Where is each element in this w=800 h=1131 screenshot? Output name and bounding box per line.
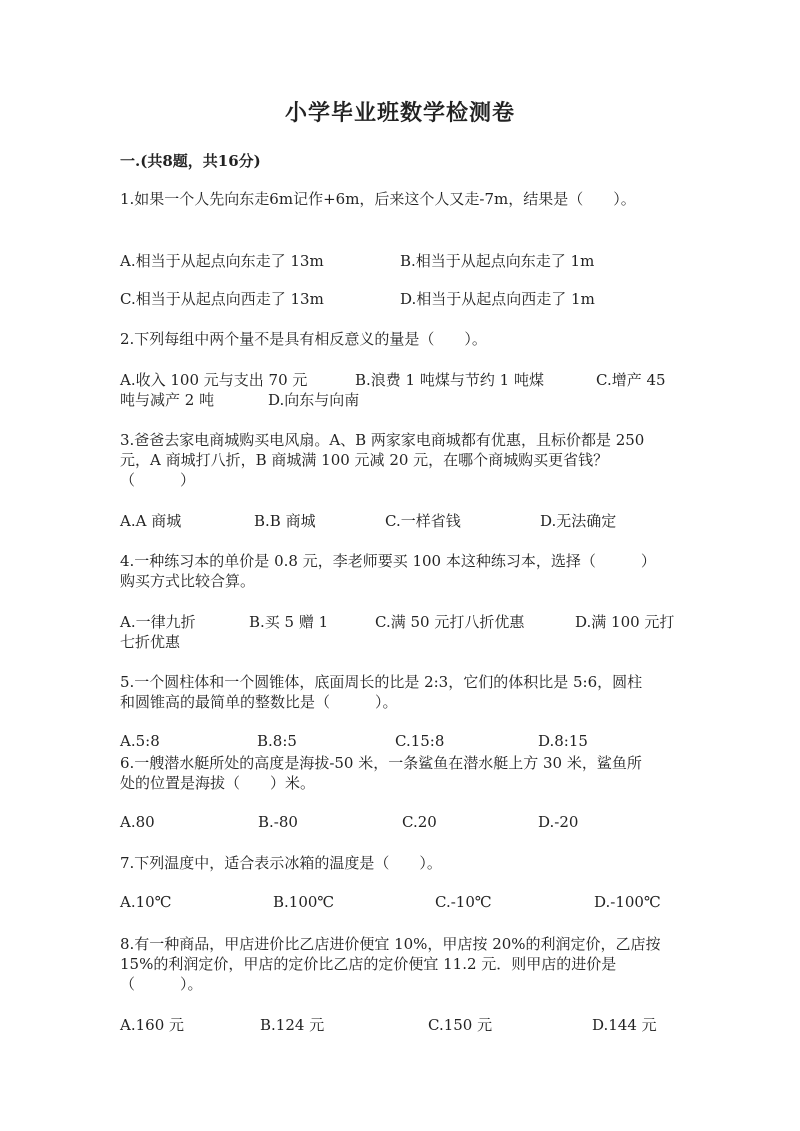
page-title: 小学毕业班数学检测卷 <box>284 100 515 126</box>
question-5-text-line-1: 5.一个圆柱体和一个圆锥体，底面周长的比是 2:3，它们的体积比是 5:6，圆柱 <box>120 673 643 691</box>
question-2-option-b[interactable]: B.浪费 1 吨煤与节约 1 吨煤 <box>355 371 544 389</box>
question-5-option-c[interactable]: C.15:8 <box>395 732 445 750</box>
question-4-option-d-continued: 七折优惠 <box>120 633 181 651</box>
question-3-option-a[interactable]: A.A 商城 <box>120 512 182 530</box>
question-7-option-a[interactable]: A.10℃ <box>120 893 172 911</box>
question-1-text: 1.如果一个人先向东走6m记作+6m，后来这个人又走-7m，结果是（ ）。 <box>120 190 636 208</box>
question-3-option-c[interactable]: C.一样省钱 <box>385 512 461 530</box>
question-8-text-line-2: 15%的利润定价，甲店的定价比乙店的定价便宜 11.2 元．则甲店的进价是 <box>120 955 617 973</box>
question-2-option-a[interactable]: A.收入 100 元与支出 70 元 <box>120 371 308 389</box>
section-heading: 一.(共8题，共16分) <box>120 152 261 170</box>
question-6-option-a[interactable]: A.80 <box>120 813 155 831</box>
question-4-option-b[interactable]: B.买 5 赠 1 <box>249 613 329 631</box>
question-7-option-c[interactable]: C.-10℃ <box>435 893 492 911</box>
question-2-option-d[interactable]: D.向东与向南 <box>268 391 360 409</box>
question-3-option-b[interactable]: B.B 商城 <box>254 512 316 530</box>
question-3-answer-blank: （ ） <box>120 471 196 489</box>
question-7-option-b[interactable]: B.100℃ <box>273 893 335 911</box>
question-8-option-a[interactable]: A.160 元 <box>120 1016 184 1034</box>
question-7-option-d[interactable]: D.-100℃ <box>594 893 661 911</box>
question-8-text-line-1: 8.有一种商品，甲店进价比乙店进价便宜 10%，甲店按 20%的利润定价，乙店按 <box>120 935 661 953</box>
question-1-option-a[interactable]: A.相当于从起点向东走了 13m <box>120 252 324 270</box>
question-4-option-a[interactable]: A.一律九折 <box>120 613 196 631</box>
question-5-option-a[interactable]: A.5:8 <box>120 732 160 750</box>
question-3-text-line-2: 元，A 商城打八折，B 商城满 100 元减 20 元，在哪个商城购买更省钱？ <box>120 451 609 469</box>
question-7-text: 7.下列温度中，适合表示冰箱的温度是（ ）。 <box>120 854 442 872</box>
question-2-option-c[interactable]: C.增产 45 <box>596 371 666 389</box>
question-1-option-b[interactable]: B.相当于从起点向东走了 1m <box>400 252 595 270</box>
question-5-option-b[interactable]: B.8:5 <box>257 732 297 750</box>
question-8-option-c[interactable]: C.150 元 <box>428 1016 493 1034</box>
question-1-option-c[interactable]: C.相当于从起点向西走了 13m <box>120 290 324 308</box>
question-3-option-d[interactable]: D.无法确定 <box>540 512 617 530</box>
question-6-text-line-2: 处的位置是海拔（ ）米。 <box>120 774 316 792</box>
question-1-option-d[interactable]: D.相当于从起点向西走了 1m <box>400 290 595 308</box>
question-6-text-line-1: 6.一艘潜水艇所处的高度是海拔-50 米，一条鲨鱼在潜水艇上方 30 米，鲨鱼所 <box>120 754 642 772</box>
question-5-text-line-2: 和圆锥高的最简单的整数比是（ ）。 <box>120 693 398 711</box>
question-8-option-d[interactable]: D.144 元 <box>592 1016 657 1034</box>
question-3-text-line-1: 3.爸爸去家电商城购买电风扇。A、B 两家家电商城都有优惠，且标价都是 250 <box>120 431 645 449</box>
question-2-text: 2.下列每组中两个量不是具有相反意义的量是（ ）。 <box>120 330 487 348</box>
question-5-option-d[interactable]: D.8:15 <box>538 732 588 750</box>
question-4-option-c[interactable]: C.满 50 元打八折优惠 <box>375 613 525 631</box>
question-6-option-b[interactable]: B.-80 <box>258 813 298 831</box>
question-8-answer-blank: （ ）。 <box>120 975 203 993</box>
question-4-text-line-1: 4.一种练习本的单价是 0.8 元，李老师要买 100 本这种练习本，选择（ ） <box>120 552 656 570</box>
question-4-option-d[interactable]: D.满 100 元打 <box>575 613 675 631</box>
question-6-option-c[interactable]: C.20 <box>402 813 437 831</box>
question-8-option-b[interactable]: B.124 元 <box>260 1016 325 1034</box>
question-6-option-d[interactable]: D.-20 <box>538 813 579 831</box>
question-4-text-line-2: 购买方式比较合算。 <box>120 572 256 590</box>
question-2-option-c-continued: 吨与减产 2 吨 <box>120 391 215 409</box>
